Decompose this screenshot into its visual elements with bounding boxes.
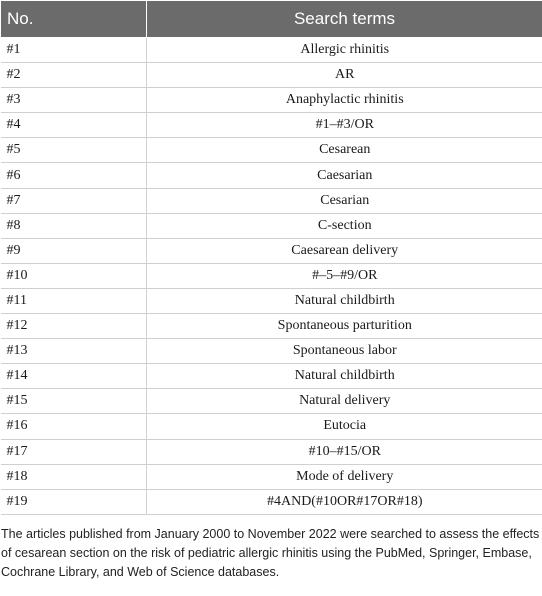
table-row <box>1 163 542 188</box>
row-number: #12 <box>1 314 147 339</box>
table-row <box>1 38 542 63</box>
row-number: #11 <box>1 288 147 313</box>
table-row <box>1 464 542 489</box>
table-row <box>1 364 542 389</box>
search-term: Caesarean delivery <box>147 238 542 263</box>
table-row <box>1 489 542 514</box>
search-term: #10–#15/OR <box>147 439 542 464</box>
search-term: Natural childbirth <box>147 288 542 313</box>
row-number: #19 <box>1 489 147 514</box>
search-term: #–5–#9/OR <box>147 263 542 288</box>
row-number: #17 <box>1 439 147 464</box>
table-row <box>1 439 542 464</box>
table-row <box>1 314 542 339</box>
row-number: #8 <box>1 213 147 238</box>
search-term: #1–#3/OR <box>147 113 542 138</box>
table-row <box>1 238 542 263</box>
search-term: Cesarian <box>147 188 542 213</box>
row-number: #6 <box>1 163 147 188</box>
row-number: #16 <box>1 414 147 439</box>
table-row <box>1 339 542 364</box>
row-number: #3 <box>1 88 147 113</box>
search-term: Natural delivery <box>147 389 542 414</box>
row-number: #2 <box>1 63 147 88</box>
row-number: #13 <box>1 339 147 364</box>
table-row <box>1 213 542 238</box>
row-number: #14 <box>1 364 147 389</box>
row-number: #7 <box>1 188 147 213</box>
table-row <box>1 88 542 113</box>
search-term: Eutocia <box>147 414 542 439</box>
search-term: Cesarean <box>147 138 542 163</box>
table-row <box>1 188 542 213</box>
search-term: Spontaneous parturition <box>147 314 542 339</box>
row-number: #4 <box>1 113 147 138</box>
search-term: Allergic rhinitis <box>147 38 542 63</box>
table-row <box>1 414 542 439</box>
search-term: Anaphylactic rhinitis <box>147 88 542 113</box>
table-header-row <box>1 1 542 38</box>
search-term: Caesarian <box>147 163 542 188</box>
header-no: No. <box>1 1 147 38</box>
row-number: #15 <box>1 389 147 414</box>
row-number: #9 <box>1 238 147 263</box>
row-number: #10 <box>1 263 147 288</box>
search-term: #4AND(#10OR#17OR#18) <box>147 489 542 514</box>
table-body <box>1 38 542 515</box>
table-row <box>1 389 542 414</box>
search-term: C-section <box>147 213 542 238</box>
search-term: Spontaneous labor <box>147 339 542 364</box>
table-row <box>1 288 542 313</box>
table-footnote: The articles published from January 2000 to November 2022 were searched to assess the effects of cesarean section on the risk of pediatric allergic rhinitis using the PubMed, Springer, Embase, Cochrane Library, and Web of Science databases. <box>1 526 540 579</box>
row-number: #5 <box>1 138 147 163</box>
row-number: #18 <box>1 464 147 489</box>
row-number: #1 <box>1 38 147 63</box>
table-row <box>1 138 542 163</box>
search-term: AR <box>147 63 542 88</box>
table-row <box>1 63 542 88</box>
search-term: Natural childbirth <box>147 364 542 389</box>
search-term: Mode of delivery <box>147 464 542 489</box>
header-search-terms: Search terms <box>147 1 542 38</box>
table-row <box>1 113 542 138</box>
table-row <box>1 263 542 288</box>
